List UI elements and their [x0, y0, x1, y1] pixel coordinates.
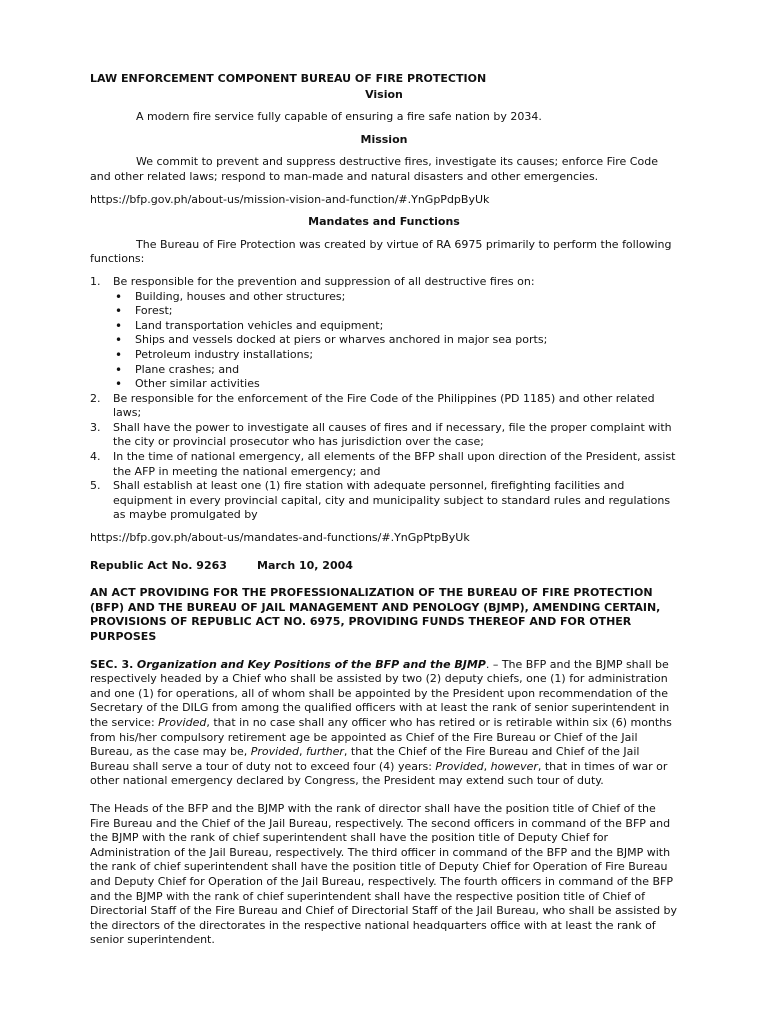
provided-term: Provided — [158, 715, 207, 729]
vision-heading: Vision — [365, 87, 403, 101]
list-item — [90, 479, 678, 523]
list-number: 4. — [90, 450, 101, 464]
bullet-text: Land transportation vehicles and equipment; — [135, 318, 384, 332]
bullet-text: Petroleum industry installations; — [135, 347, 314, 361]
list-item — [90, 450, 678, 479]
bullet-text: Forest; — [135, 304, 173, 318]
section-label: SEC. 3. — [90, 657, 134, 671]
republic-act-date: March 10, 2004 — [257, 558, 353, 572]
list-number: 1. — [90, 274, 101, 288]
mission-heading: Mission — [360, 132, 408, 146]
section-heading: Organization and Key Positions of the BFP and the BJMP — [136, 657, 486, 671]
bullet-item — [113, 290, 678, 305]
republic-act-number: Republic Act No. 9263 — [90, 558, 227, 572]
bullet-icon: • — [115, 377, 123, 392]
republic-act-header — [90, 559, 678, 574]
list-item — [90, 275, 678, 392]
bullet-icon: • — [115, 289, 123, 304]
functions-list — [90, 275, 678, 523]
list-item-text: Shall establish at least one (1) fire station with adequate personnel, firefighting facilities and equipment in every provincial capital, city and municipality subject to standard rules and regulations as maybe promulgated by — [113, 479, 671, 522]
list-item — [90, 392, 678, 421]
list-item-text: Be responsible for the enforcement of the Fire Code of the Philippines (PD 1185) and other related laws; — [113, 391, 655, 420]
bullet-list — [113, 290, 678, 392]
bullet-icon: • — [115, 362, 123, 377]
provided-term: Provided — [435, 759, 484, 773]
mission-link[interactable]: https://bfp.gov.ph/about-us/mission-vision-and-function/#.YnGpPdpByUk — [90, 192, 490, 206]
list-number: 3. — [90, 420, 101, 434]
bullet-item — [113, 377, 678, 392]
vision-text: A modern fire service fully capable of ensuring a fire safe nation by 2034. — [136, 110, 542, 124]
list-number: 2. — [90, 391, 101, 405]
bullet-item — [113, 333, 678, 348]
further-term: further — [305, 745, 344, 759]
provided-term: Provided — [250, 745, 299, 759]
bullet-icon: • — [115, 318, 123, 333]
bullet-icon: • — [115, 304, 123, 319]
mandates-heading: Mandates and Functions — [308, 215, 460, 229]
bullet-text: Ships and vessels docked at piers or wharves anchored in major sea ports; — [135, 333, 548, 347]
bullet-item — [113, 319, 678, 334]
mission-text: We commit to prevent and suppress destructive fires, investigate its causes; enforce Fire Code and other related laws; respond to man-made and natural disasters and other emergencies. — [90, 155, 658, 183]
bullet-icon: • — [115, 347, 123, 362]
section-text: . – The BFP and the BJMP shall be respectively headed by a Chief who shall be assisted by two (2) deputy chiefs, one (1) for administration and one (1) for operations, all of whom shall be appointed by the President upon recommendation of the Secretary of the DILG from among the qualified officers with at least the rank of senior superintendent in the service: — [90, 657, 670, 729]
mandates-link[interactable]: https://bfp.gov.ph/about-us/mandates-and-functions/#.YnGpPtpByUk — [90, 531, 470, 545]
mandates-intro: The Bureau of Fire Protection was created by virtue of RA 6975 primarily to perform the following functions: — [90, 237, 672, 266]
section-text: , that in times of war or other national emergency declared by Congress, the President may extend such tour of duty. — [90, 759, 668, 788]
list-number: 5. — [90, 479, 101, 493]
list-item-text: Shall have the power to investigate all causes of fires and if necessary, file the proper complaint with the city or provincial prosecutor who has jurisdiction over the case; — [113, 420, 672, 449]
list-item-text: In the time of national emergency, all elements of the BFP shall upon direction of the President, assist the AFP in meeting the national emergency; and — [113, 450, 676, 478]
bullet-item — [113, 304, 678, 319]
act-title: AN ACT PROVIDING FOR THE PROFESSIONALIZATION OF THE BUREAU OF FIRE PROTECTION (BFP) AND THE BUREAU OF JAIL MANAGEMENT AND PENOLOGY (BJMP), AMENDING CERTAIN, PROVISIONS OF REPUBLIC ACT NO. 6975, PROVIDING FUNDS THEREOF AND FOR OTHER PURPOSES — [90, 586, 661, 643]
bullet-item — [113, 363, 678, 378]
document-title: LAW ENFORCEMENT COMPONENT BUREAU OF FIRE PROTECTION — [90, 72, 487, 85]
bullet-text: Plane crashes; and — [135, 362, 240, 376]
section-text: , that the Chief of the Fire Bureau and Chief of the Jail Bureau shall serve a tour of duty not to exceed four (4) years: — [90, 745, 640, 773]
document-page — [90, 72, 678, 948]
bullet-text: Other similar activities — [135, 377, 260, 391]
bullet-text: Building, houses and other structures; — [135, 289, 346, 303]
list-item-text: Be responsible for the prevention and suppression of all destructive fires on: — [113, 274, 535, 288]
section-3-paragraph-2: The Heads of the BFP and the BJMP with the rank of director shall have the position title of Chief of the Fire Bureau and the Chief of the Jail Bureau, respectively. The second officers in command of the BFP and the BJMP with the rank of chief superintendent shall have the position title of Deputy Chief for Administration of the Jail Bureau, respectively. The third officer in command of the BFP and the BJMP with the rank of chief superintendent shall have the position title of Deputy Chief for Operation of Fire Bureau and Deputy Chief for Operation of the Jail Bureau, respectively. The fourth officers in command of the BFP and the BJMP with the rank of chief superintendent shall have the respective position title of Chief of Directorial Staff of the Fire Bureau and Chief of Directorial Staff of the Jail Bureau, who shall be assisted by the directors of the directorates in the respective national headquarters office with at least the rank of senior superintendent. — [90, 801, 678, 947]
section-text: , — [298, 745, 306, 759]
bullet-icon: • — [115, 333, 123, 348]
section-text: , that in no case shall any officer who has retired or is retirable within six (6) months from his/her compulsory retirement age be appointed as Chief of the Fire Bureau or Chief of the Jail Bureau, as the case may be, — [90, 715, 672, 759]
section-3-paragraph-1 — [90, 658, 678, 789]
however-term: however — [490, 759, 538, 773]
bullet-item — [113, 348, 678, 363]
list-item — [90, 421, 678, 450]
section-text: , — [483, 759, 491, 773]
